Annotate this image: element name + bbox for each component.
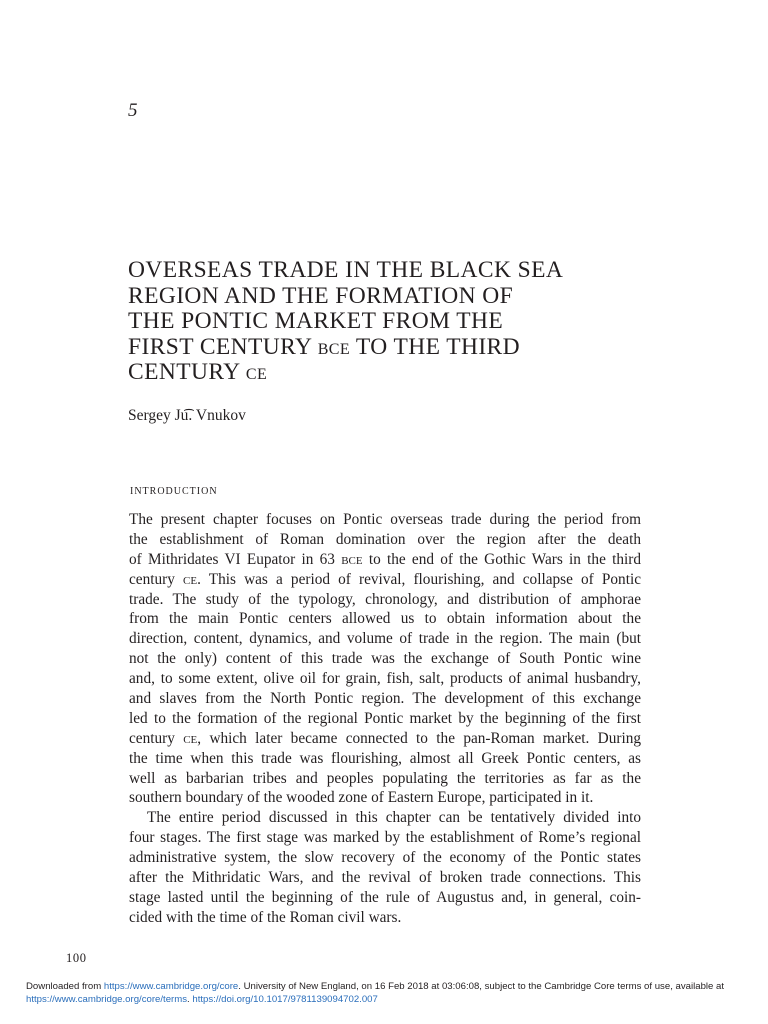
era-abbrev: ce [183, 729, 198, 747]
text-line [129, 868, 641, 888]
text-line [129, 669, 641, 689]
text-line [129, 629, 641, 649]
title-text: TO THE THIRD [350, 333, 520, 360]
text-run: and slaves from the North Pontic region. The development of this exchange [129, 690, 641, 708]
text-line [129, 649, 641, 669]
text-line [129, 510, 641, 530]
chapter-title [128, 258, 648, 386]
text-line [129, 848, 641, 868]
text-run: The present chapter focuses on Pontic overseas trade during the period from [129, 511, 641, 528]
text-run: , which later became connected to the pan-Roman market. During [197, 729, 641, 747]
text-run: well as barbarian tribes and peoples populating the territories as far as the [129, 769, 641, 787]
author-name: Sergey Ju͡. Vnukov [128, 407, 246, 424]
text-line [129, 609, 641, 629]
text-run: not the only) content of this trade was the exchange of South Pontic wine [129, 650, 641, 668]
text-run: century [129, 729, 184, 747]
text-line [129, 769, 641, 789]
title-era-abbrev: ce [245, 359, 268, 386]
text-line [129, 888, 641, 908]
title-text: THE PONTIC MARKET FROM THE [128, 308, 504, 335]
chapter-title-line [128, 335, 648, 361]
text-run: led to the formation of the regional Pontic market by the beginning of the first [129, 709, 641, 727]
footer-separator: . [187, 994, 193, 1005]
title-text: OVERSEAS TRADE IN THE BLACK SEA [128, 257, 564, 283]
title-era-abbrev: bce [317, 333, 351, 360]
text-line [129, 828, 641, 848]
text-run: cided with the time of the Roman civil wars. [129, 908, 402, 926]
chapter-title-line [128, 309, 648, 335]
text-run: trade. The study of the typology, chronology, and distribution of amphorae [129, 590, 641, 608]
text-run: century [129, 570, 184, 588]
text-line [129, 808, 641, 828]
text-run: of Mithridates VI Eupator in 63 [129, 550, 342, 568]
footer-prefix: Downloaded from [26, 981, 104, 992]
text-run: four stages. The first stage was marked by the establishment of Rome’s regional [129, 829, 641, 847]
title-text: CENTURY [128, 359, 246, 386]
text-run: The entire period discussed in this chapter can be tentatively divided into [147, 809, 641, 827]
page-number: 100 [66, 951, 87, 965]
text-run: the time when this trade was flourishing, almost all Greek Pontic centers, as [129, 749, 641, 767]
cambridge-terms-link[interactable]: https://www.cambridge.org/core/terms [26, 994, 188, 1005]
era-abbrev: bce [341, 550, 363, 568]
text-run: after the Mithridatic Wars, and the revival of broken trade connections. This [129, 869, 641, 887]
download-footer [26, 980, 746, 1006]
doi-link[interactable]: https://doi.org/10.1017/9781139094702.007 [192, 994, 378, 1005]
text-line [129, 788, 641, 808]
chapter-title-line [128, 284, 648, 310]
text-run: and, to some extent, olive oil for grain, fish, salt, products of animal husbandry, [129, 670, 641, 688]
body-text [129, 510, 641, 928]
text-run: administrative system, the slow recovery of the economy of the Pontic states [129, 849, 641, 867]
footer-line-2 [26, 993, 746, 1006]
text-run: southern boundary of the wooded zone of Eastern Europe, participated in it. [129, 789, 594, 807]
title-text: FIRST CENTURY [128, 333, 318, 360]
paragraph [129, 808, 641, 927]
text-run: . This was a period of revival, flourishing, and collapse of Pontic [197, 570, 641, 588]
text-line [129, 530, 641, 550]
section-heading-introduction: introduction [130, 483, 218, 498]
text-line [129, 729, 641, 749]
footer-line-1 [26, 980, 746, 993]
chapter-title-line [128, 360, 648, 386]
text-run: direction, content, dynamics, and volume of trade in the region. The main (but [129, 630, 641, 648]
text-run: to the end of the Gothic Wars in the third [362, 550, 641, 568]
text-run: the establishment of Roman domination over the region after the death [129, 530, 641, 548]
text-line [129, 550, 641, 570]
text-line [129, 570, 641, 590]
text-line [129, 709, 641, 729]
text-line [129, 908, 641, 928]
paragraph [129, 510, 641, 808]
era-abbrev: ce [183, 570, 198, 588]
footer-middle-text: . University of New England, on 16 Feb 2018 at 03:06:08, subject to the Cambridge Core terms of use, available at [238, 981, 725, 992]
chapter-number: 5 [128, 100, 138, 121]
text-line [129, 689, 641, 709]
title-text: REGION AND THE FORMATION OF [128, 282, 514, 309]
text-run: from the main Pontic centers allowed us to obtain information about the [129, 610, 641, 628]
text-run: stage lasted until the beginning of the rule of Augustus and, in general, coin- [129, 888, 641, 906]
cambridge-core-link[interactable]: https://www.cambridge.org/core [103, 981, 239, 992]
chapter-title-line [128, 258, 648, 284]
text-line [129, 749, 641, 769]
text-line [129, 590, 641, 610]
